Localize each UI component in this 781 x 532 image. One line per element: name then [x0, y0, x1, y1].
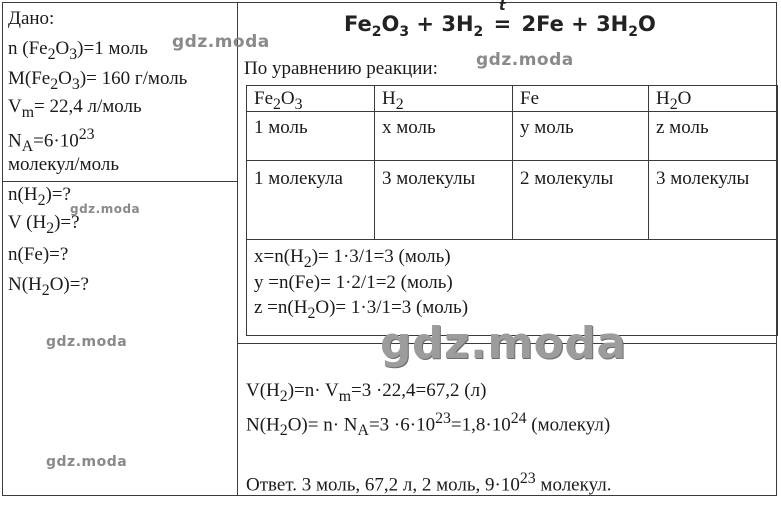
watermark: gdz.moda: [46, 454, 128, 470]
find-n-fe: n(Fe)=?: [8, 244, 69, 265]
given-na: $N_A=6\cdot 10^{23}$: [8, 126, 95, 156]
table-cell-moles-h2o: z моль: [656, 117, 709, 138]
top-border-left: [2, 2, 238, 3]
table-cell-molecules-fe: 2 молекулы: [520, 168, 614, 189]
watermark: gdz.moda: [380, 318, 627, 369]
divider-given: [237, 2, 238, 496]
calc-y: y =n(Fe)= 1·2/1=2 (моль): [254, 272, 453, 293]
table-cell-molecules-fe2o3: 1 молекула: [254, 168, 343, 189]
watermark: gdz.moda: [476, 50, 574, 70]
table-cell-moles-h2: x моль: [382, 117, 436, 138]
table-cell-moles-fe2o3: 1 моль: [254, 117, 308, 138]
table-header-h2o: $H_2O$: [656, 88, 692, 113]
answer-line: Ответ. 3 моль, 67,2 л, 2 моль, $9\cdot 10^{23}$ молекул.: [246, 470, 612, 496]
table-header-fe2o3: $Fe_2O_3$: [254, 88, 303, 113]
watermark: gdz.moda: [172, 32, 270, 52]
given-vm: $V_m= 22,4$ л/моль: [8, 96, 142, 121]
watermark: gdz.moda: [46, 334, 128, 350]
table-cell-moles-fe: y моль: [520, 117, 574, 138]
reaction-equation: $Fe_2O_3 + 3H_2$ t = $2Fe + 3H_2O$: [344, 0, 656, 41]
table-header-h2: $H_2$: [382, 88, 404, 113]
given-n-fe2o3: n $(Fe_2O_3)=1$ моль: [8, 38, 148, 63]
equals-condition: t =: [493, 0, 512, 36]
by-equation-label: По уравнению реакции:: [244, 58, 438, 79]
find-v-h2: V $(H_2)=$?: [8, 212, 80, 237]
watermark: gdz.moda: [70, 202, 141, 216]
calc-z: $z =n(H_2O)= 1\cdot 3/1=3$ (моль): [254, 297, 469, 322]
find-nn-h2o: $N(H_2O)=$?: [8, 274, 89, 299]
given-find-divider: [2, 181, 238, 182]
volume-calc: $V(H_2)=n\cdot V_m=3 \cdot 22,4=67,2$ (л): [246, 380, 487, 405]
given-na-unit: молекул/моль: [8, 154, 119, 175]
table-header-fe: Fe: [520, 88, 539, 109]
given-m-fe2o3: $M(Fe_2O_3)= 160$ г/моль: [8, 68, 188, 93]
table-cell-molecules-h2o: 3 молекулы: [656, 168, 750, 189]
given-title: Дано:: [8, 8, 55, 29]
find-n-h2: $n(H_2)=$?: [8, 184, 71, 209]
number-calc: $N(H_2O)= n\cdot N_A=3 \cdot 6\cdot 10^{23}=1,8\cdot 10^{24}$ (молекул): [246, 410, 611, 440]
table-cell-molecules-h2: 3 молекулы: [382, 168, 476, 189]
calc-x: $x=n(H_2)= 1\cdot 3/1=3$ (моль): [254, 246, 451, 271]
left-border: [2, 2, 3, 496]
